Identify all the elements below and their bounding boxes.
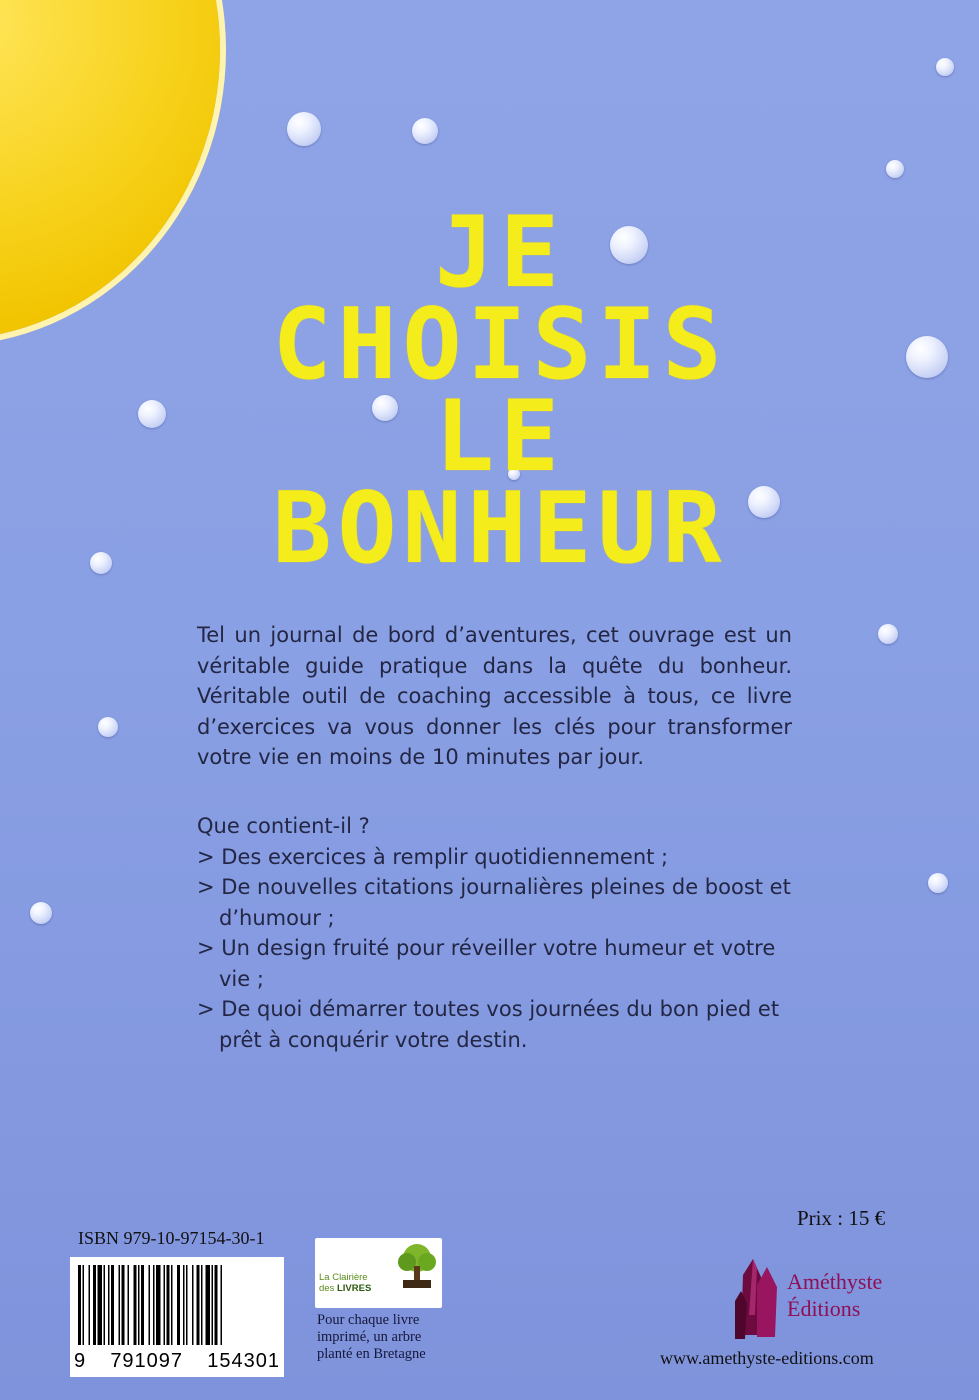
barcode-digit-group: 9 — [74, 1350, 87, 1372]
barcode-bar — [167, 1265, 170, 1345]
barcode-bar — [197, 1265, 200, 1345]
book-description: Tel un journal de bord d’aventures, cet ouvrage est un véritable guide pratique dans la quête du bonheur. Véritable outil de coaching accessible à tous, ce livre d’exercices va vous donner les clés pour transformer votre vie en moins de 10 minutes par jour. — [197, 623, 792, 769]
barcode-bar — [122, 1265, 125, 1345]
publisher-name: Éditions — [787, 1296, 861, 1321]
barcode-bar — [201, 1265, 203, 1345]
list-item: > De nouvelles citations journalières pleines de boost et d’humour ; — [197, 875, 791, 930]
price: Prix : 15 € — [797, 1206, 886, 1230]
barcode-bar — [104, 1265, 106, 1345]
title-line: LE — [434, 380, 565, 494]
barcode-bar — [138, 1265, 140, 1345]
bubble — [878, 624, 898, 644]
bubble — [886, 160, 904, 178]
barcode-bar — [108, 1265, 110, 1345]
barcode-bar — [164, 1265, 166, 1345]
tree-icon — [395, 1242, 439, 1290]
barcode — [70, 1257, 284, 1377]
barcode-digit-group: 154301 — [207, 1350, 280, 1372]
clairiere-line: LIVRES — [336, 1283, 372, 1294]
clairiere-line: La Clairière — [319, 1272, 368, 1283]
bubble — [928, 873, 948, 893]
isbn-label: ISBN 979-10-97154-30-1 — [78, 1228, 265, 1248]
barcode-bar — [128, 1265, 130, 1345]
bubble — [412, 118, 438, 144]
barcode-bar — [89, 1265, 91, 1345]
barcode-bar — [171, 1265, 173, 1345]
barcode-bar — [183, 1265, 185, 1345]
barcode-bar — [192, 1265, 194, 1345]
barcode-bar — [212, 1265, 214, 1345]
barcode-bar — [186, 1265, 188, 1345]
bubble — [98, 717, 118, 737]
barcode-bar — [221, 1265, 223, 1345]
list-item: > De quoi démarrer toutes vos journées du bon pied et prêt à conquérir votre destin. — [197, 997, 780, 1052]
contents-list — [197, 811, 797, 1055]
barcode-bar — [156, 1265, 161, 1345]
barcode-bar — [153, 1265, 155, 1345]
clairiere-name — [319, 1272, 371, 1294]
title-line: CHOISIS — [272, 288, 728, 402]
barcode-bar — [141, 1265, 144, 1345]
bubble — [90, 552, 112, 574]
barcode-bar — [134, 1265, 137, 1345]
bubble — [138, 400, 166, 428]
barcode-bar — [215, 1265, 218, 1345]
barcode-bar — [98, 1265, 103, 1345]
publisher-logo — [787, 1268, 882, 1322]
bubble — [936, 58, 954, 76]
lemon-slice-image — [0, 0, 220, 340]
barcode-bar — [78, 1265, 81, 1345]
bubble — [30, 902, 52, 924]
barcode-bar — [83, 1265, 85, 1345]
publisher-website: www.amethyste-editions.com — [660, 1348, 874, 1368]
bubble — [906, 336, 948, 378]
title-line: JE — [434, 196, 565, 310]
list-item: > Des exercices à remplir quotidiennement ; — [197, 844, 669, 869]
contents-heading: Que contient-il ? — [197, 814, 370, 838]
barcode-digits — [74, 1350, 280, 1373]
barcode-bar — [206, 1265, 211, 1345]
barcode-bar — [111, 1265, 114, 1345]
barcode-bar — [149, 1265, 151, 1345]
bubble — [287, 112, 321, 146]
title-line: BONHEUR — [272, 472, 728, 586]
publisher-name: Améthyste — [787, 1269, 883, 1294]
barcode-bar — [93, 1265, 96, 1345]
list-item: > Un design fruité pour réveiller votre humeur et votre vie ; — [197, 936, 776, 991]
barcode-bar — [177, 1265, 180, 1345]
barcode-digit-group: 791097 — [110, 1350, 184, 1372]
tree-note: Pour chaque livre imprimé, un arbre planté en Bretagne — [317, 1312, 426, 1362]
clairiere-line: des — [319, 1283, 335, 1294]
amethyst-crystal-icon — [733, 1255, 785, 1341]
book-title — [200, 196, 800, 586]
barcode-bar — [119, 1265, 121, 1345]
barcode-bars — [78, 1265, 276, 1345]
clairiere-logo — [315, 1238, 442, 1308]
